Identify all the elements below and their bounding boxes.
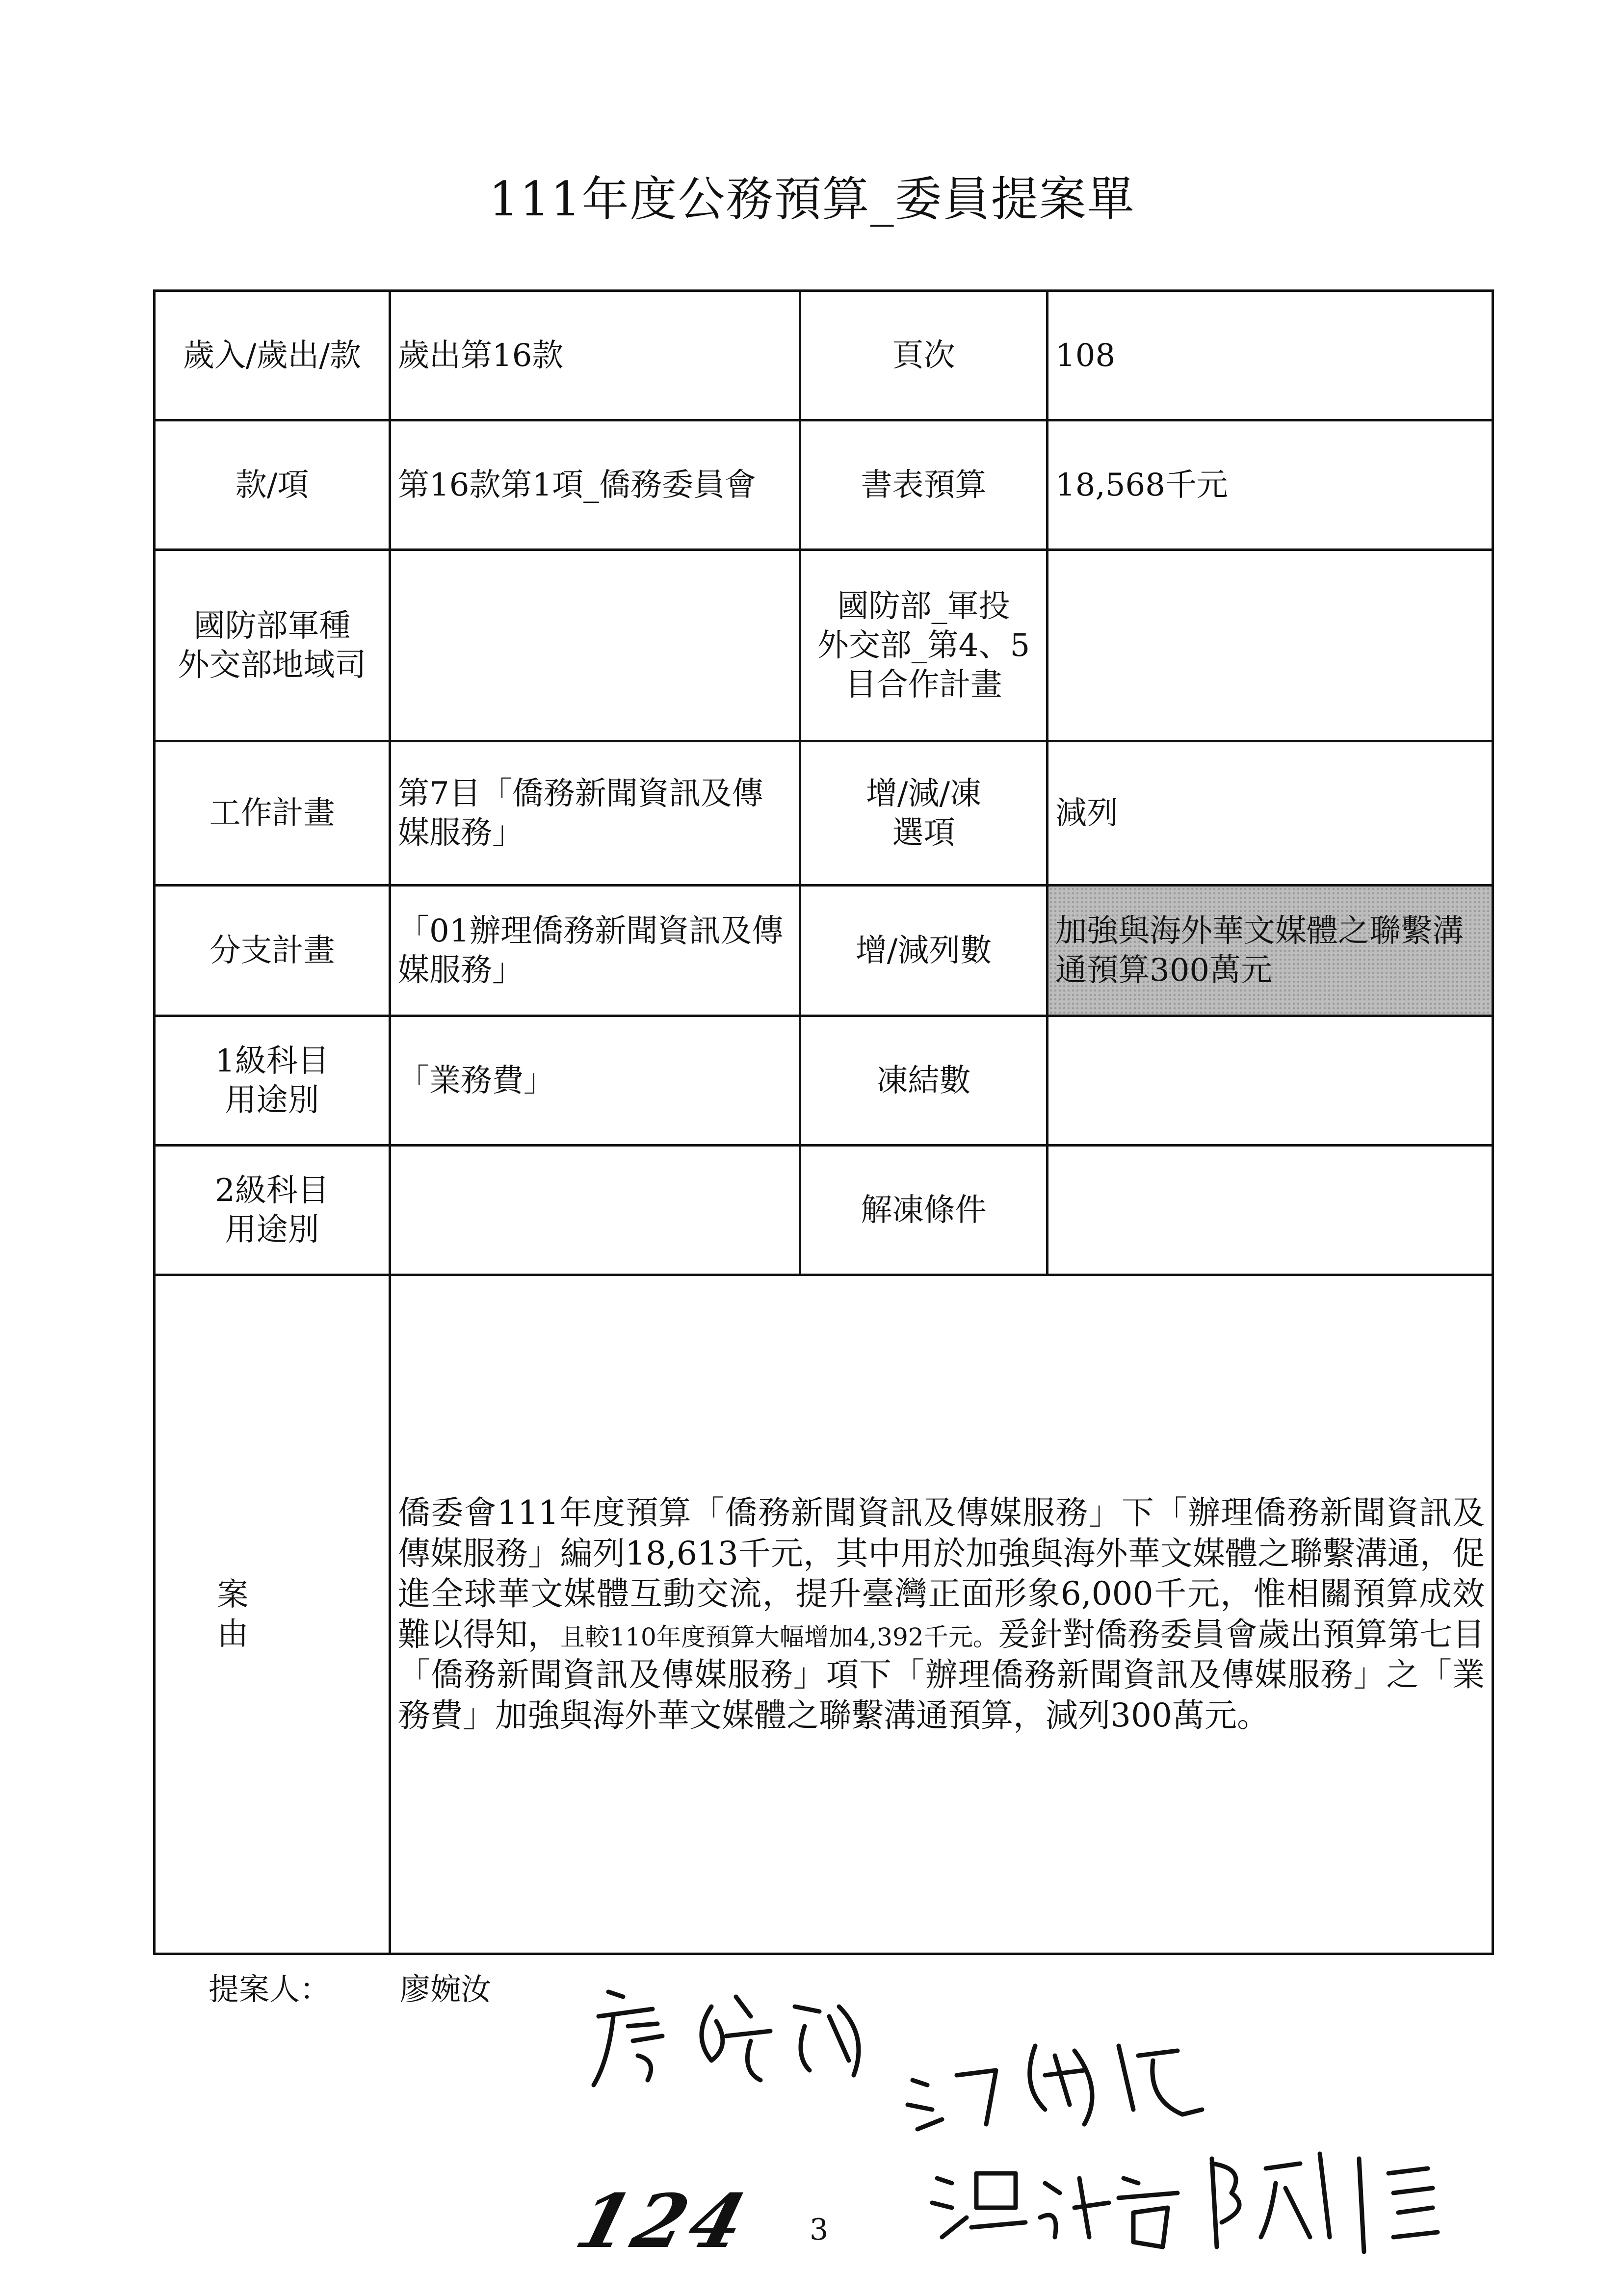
value-level2-subject <box>390 1146 800 1275</box>
row-branch-plan <box>155 886 1493 1016</box>
label-unfreeze-condition: 解凍條件 <box>800 1146 1048 1275</box>
row-reason <box>155 1275 1493 1954</box>
label-line: 1級科目 <box>215 1043 329 1079</box>
label-line: 目合作計畫 <box>845 666 1002 703</box>
label-line: 用途別 <box>225 1082 319 1119</box>
value-reason <box>390 1275 1493 1954</box>
label-line: 國防部_軍投 <box>837 588 1010 625</box>
label-section: 款/項 <box>155 420 390 550</box>
value-branch-plan: 「01辦理僑務新聞資訊及傳媒服務」 <box>390 886 800 1016</box>
label-line: 國防部軍種 <box>193 607 351 644</box>
value-military-foreign-dept <box>390 550 800 741</box>
row-section <box>155 420 1493 550</box>
row-budget-type <box>155 291 1493 420</box>
handwritten-number: 124 <box>567 2178 759 2265</box>
label-line: 外交部_第4、5 <box>817 627 1030 664</box>
value-page: 108 <box>1048 291 1493 420</box>
value-section: 第16款第1項_僑務委員會 <box>390 420 800 550</box>
label-line: 用途別 <box>225 1211 319 1248</box>
value-unfreeze-condition <box>1048 1146 1493 1275</box>
value-work-plan: 第7目「僑務新聞資訊及傳媒服務」 <box>390 741 800 886</box>
label-book-budget: 書表預算 <box>800 420 1048 550</box>
label-military-foreign-plan <box>800 550 1048 741</box>
label-level2-subject <box>155 1146 390 1275</box>
label-adjust-amount: 增/減列數 <box>800 886 1048 1016</box>
value-adjust-option: 減列 <box>1048 741 1493 886</box>
label-branch-plan: 分支計畫 <box>155 886 390 1016</box>
label-line: 外交部地域司 <box>178 647 367 683</box>
value-book-budget: 18,568千元 <box>1048 420 1493 550</box>
label-level1-subject <box>155 1016 390 1146</box>
row-level1-subject <box>155 1016 1493 1146</box>
form-title: 111年度公務預算_委員提案單 <box>489 172 1135 227</box>
label-reason: 案由 <box>155 1275 390 1954</box>
label-budget-type: 歲入/歲出/款 <box>155 291 390 420</box>
label-work-plan: 工作計畫 <box>155 741 390 886</box>
proposer-label: 提案人： <box>209 1971 331 2007</box>
label-military-foreign-dept <box>155 550 390 741</box>
label-line: 增/減/凍 <box>865 775 982 812</box>
value-budget-type: 歲出第16款 <box>390 291 800 420</box>
reason-text-conclusion: 爰針對僑務委員會歲出預算第七目「僑務新聞資訊及傳媒服務」項下「辦理僑務新聞資訊及傳媒服務」之「業務費」加強與海外華文媒體之聯繫溝通預算，減列300萬元。 <box>398 1615 1485 1734</box>
reason-text-small: 且較110年度預算大幅增加4,392千元。 <box>560 1622 998 1651</box>
label-frozen-amount: 凍結數 <box>800 1016 1048 1146</box>
value-adjust-amount: 加強與海外華文媒體之聯繫溝通預算300萬元 <box>1048 886 1493 1016</box>
proposer-name: 廖婉汝 <box>400 1971 492 2007</box>
page-number: 3 <box>810 2213 829 2247</box>
label-page: 頁次 <box>800 291 1048 420</box>
row-work-plan <box>155 741 1493 886</box>
reason-text-main: 僑委會111年度預算「僑務新聞資訊及傳媒服務」下「辦理僑務新聞資訊及傳媒服務」編列18,613千元，其中用於加強與海外華文媒體之聯繫溝通，促進全球華文媒體互動交流，提升臺灣正面形象6,000千元，惟相關預算成效難以得知， <box>398 1494 1485 1653</box>
label-line: 選項 <box>892 814 955 851</box>
proposal-form-table <box>153 289 1494 1955</box>
row-military-foreign <box>155 550 1493 741</box>
value-military-foreign-plan <box>1048 550 1493 741</box>
label-adjust-option <box>800 741 1048 886</box>
value-level1-subject: 「業務費」 <box>390 1016 800 1146</box>
row-level2-subject <box>155 1146 1493 1275</box>
label-line: 2級科目 <box>215 1172 329 1209</box>
value-frozen-amount <box>1048 1016 1493 1146</box>
